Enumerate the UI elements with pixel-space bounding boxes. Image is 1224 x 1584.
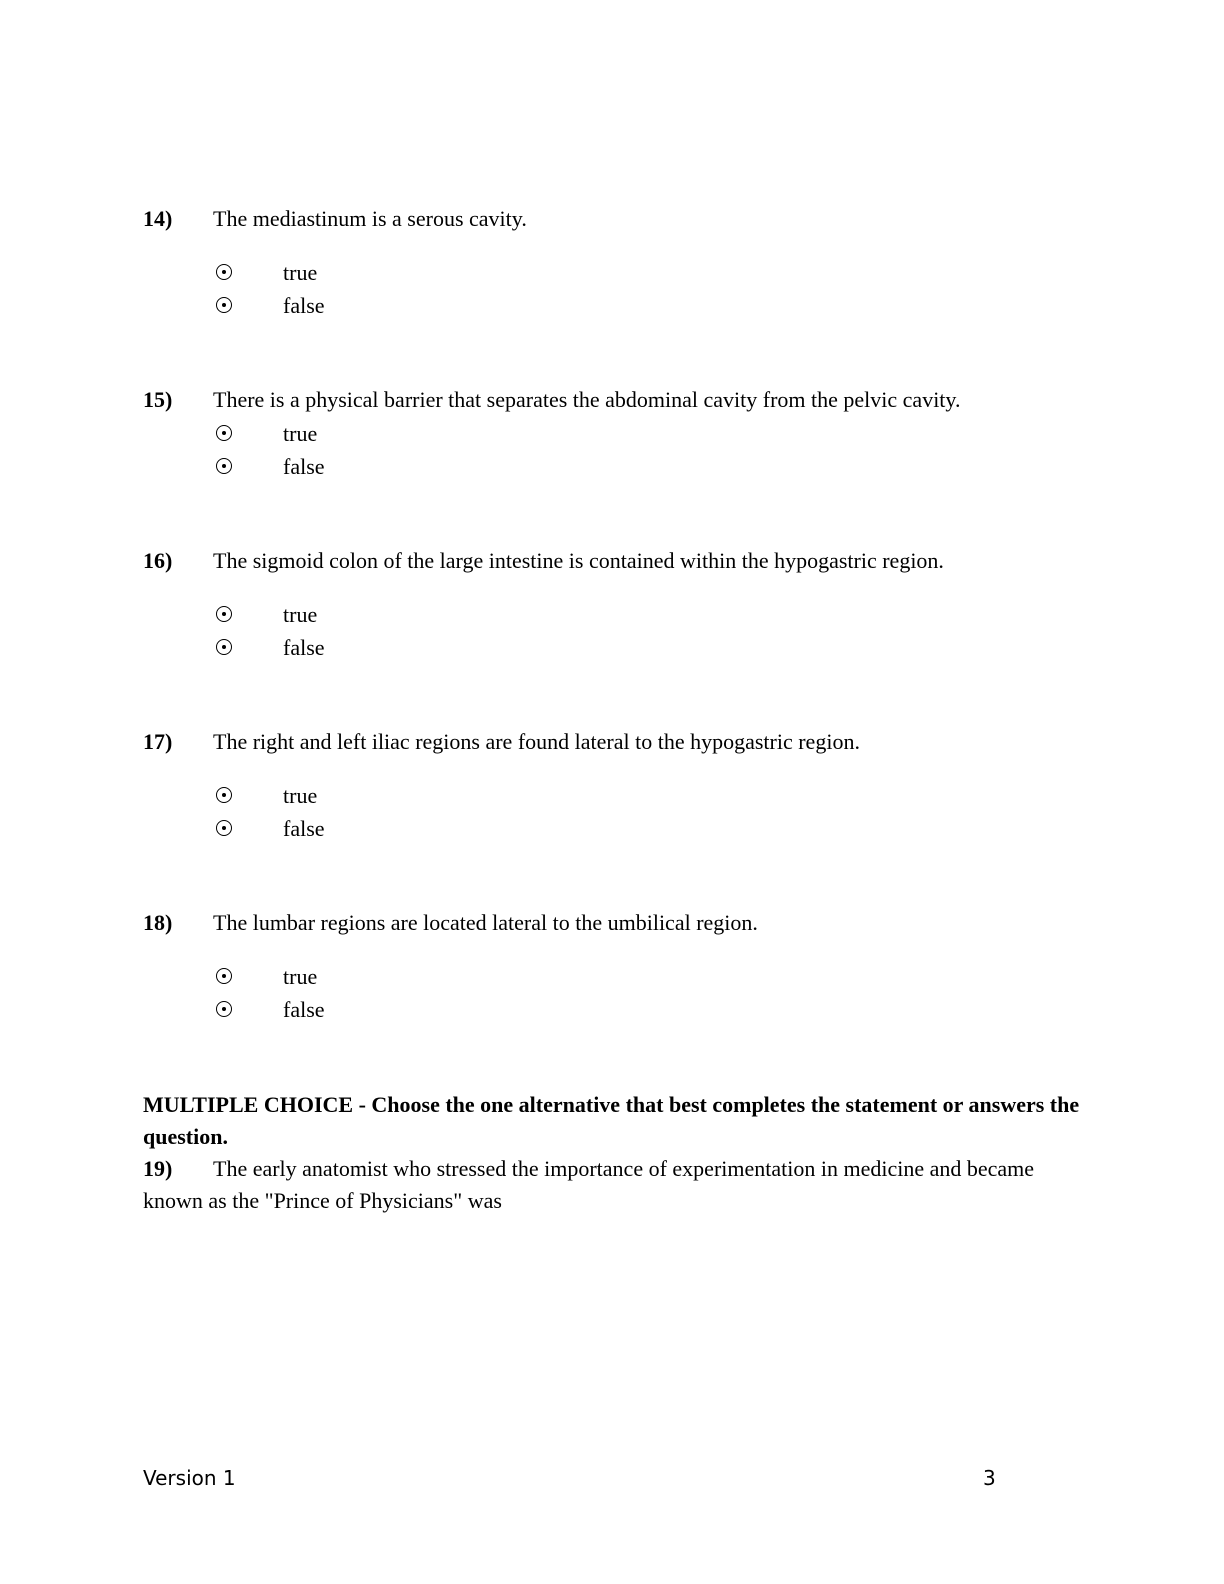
radio-button-icon[interactable] [216,264,232,280]
footer-page-number: 3 [983,1466,996,1490]
question-text: There is a physical barrier that separates the abdominal cavity from the pelvic cavity. [213,387,961,412]
option-true[interactable] [143,779,1103,812]
question-14-heading [143,204,1103,234]
question-number: 15) [143,387,173,412]
option-true[interactable] [143,256,1103,289]
multiple-choice-section [143,1089,1083,1217]
question-15 [143,385,1103,483]
option-label: false [283,454,325,479]
question-text: The sigmoid colon of the large intestine is contained within the hypogastric region. [213,548,944,573]
footer-version: Version 1 [143,1466,236,1490]
option-label: false [283,997,325,1022]
question-text: The early anatomist who stressed the importance of experimentation in medicine and became known as the "Prince of Physicians" was [143,1156,1035,1213]
option-label: true [283,421,318,446]
radio-button-icon[interactable] [216,458,232,474]
option-false[interactable] [143,812,1103,845]
question-number: 14) [143,206,173,231]
option-false[interactable] [143,289,1103,322]
option-label: true [283,602,318,627]
question-number: 16) [143,548,173,573]
radio-button-icon[interactable] [216,297,232,313]
question-14 [143,204,1103,322]
question-17 [143,727,1103,845]
radio-button-icon[interactable] [216,639,232,655]
option-label: false [283,293,325,318]
option-true[interactable] [143,417,1103,450]
option-false[interactable] [143,631,1103,664]
option-label: false [283,816,325,841]
option-label: true [283,783,318,808]
option-label: true [283,964,318,989]
option-true[interactable] [143,598,1103,631]
radio-button-icon[interactable] [216,820,232,836]
radio-button-icon[interactable] [216,425,232,441]
section-heading: MULTIPLE CHOICE - Choose the one alternative that best completes the statement or answers the question. [143,1092,1080,1149]
option-true[interactable] [143,960,1103,993]
question-16-heading [143,546,1103,576]
question-text: The right and left iliac regions are found lateral to the hypogastric region. [213,729,860,754]
option-label: false [283,635,325,660]
radio-button-icon[interactable] [216,787,232,803]
question-17-heading [143,727,1103,757]
question-number: 18) [143,910,173,935]
question-16 [143,546,1103,664]
option-false[interactable] [143,993,1103,1026]
question-15-heading [143,385,1103,415]
question-number: 19) [143,1156,173,1181]
question-text: The lumbar regions are located lateral to the umbilical region. [213,910,758,935]
option-label: true [283,260,318,285]
question-18 [143,908,1103,1026]
option-false[interactable] [143,450,1103,483]
question-text: The mediastinum is a serous cavity. [213,206,527,231]
question-number: 17) [143,729,173,754]
radio-button-icon[interactable] [216,606,232,622]
radio-button-icon[interactable] [216,1001,232,1017]
radio-button-icon[interactable] [216,968,232,984]
question-19 [143,1153,1083,1217]
question-18-heading [143,908,1103,938]
